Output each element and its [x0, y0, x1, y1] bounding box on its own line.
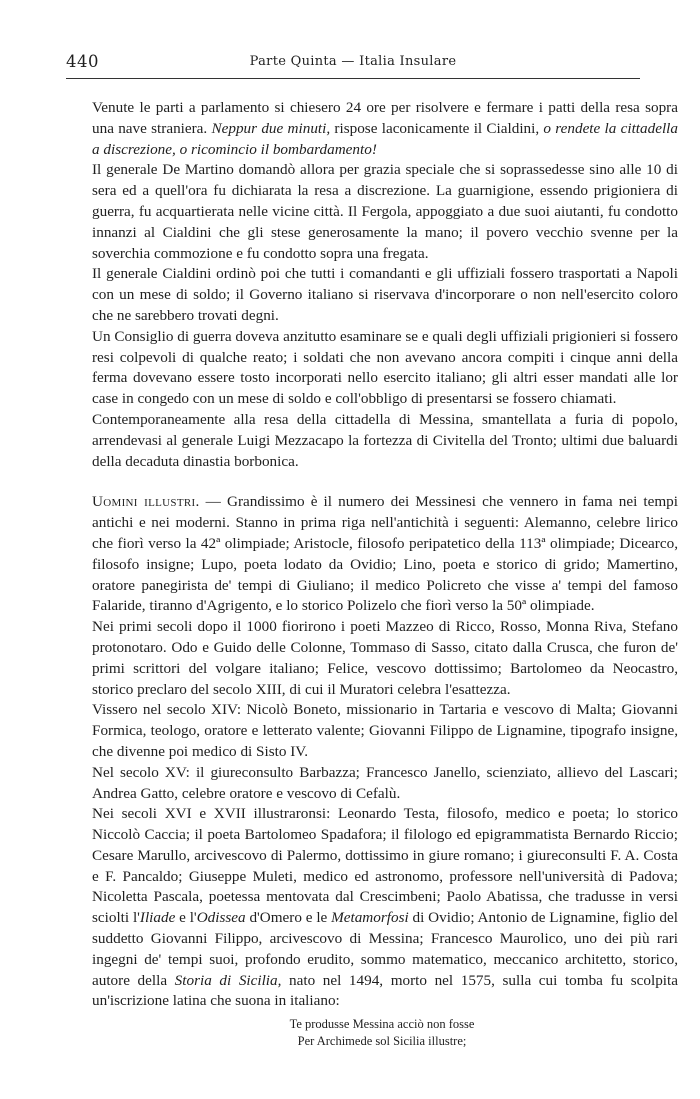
italic-text: Odissea: [196, 909, 246, 927]
section-gap: [92, 472, 678, 492]
italic-text: Neppur due minuti,: [211, 119, 331, 137]
text-run: Nei secoli XVI e XVII illustraronsi: Leonardo Testa, filosofo, medico e poeta; lo storico Niccolò Caccia; il poeta Bartolomeo Spadafora; il filologo ed epigrammatista Bernardo Riccio; Cesare Marullo, arcivescovo di Palermo, dottissimo in giure romano; i giureconsulti F. A. Costa e F. Pancaldo; Giuseppe Muleti, medico ed astronomo, professore nell'università di Padova; Nicoletta Pascala, poetessa mentovata dal Crescimbeni; Paolo Abatissa, che tradusse in versi sciolti l': [92, 805, 678, 927]
text-run: Il generale De Martino domandò allora per grazia speciale che si soprassedesse sino alle 10 di sera ed a quell'ora fu dichiarata la resa a discrezione. La guarnigione, essendo prigioniera di guerra, fu acquartierata nelle vicine città. Il Fergola, appoggiato a due suoi aiutanti, fu condotto innanzi al Cialdini che gli stese generosamente la mano; il povero vecchio svenne per la soverchia commozione e fu condotto sopra una fregata.: [92, 161, 678, 262]
text-run: Il generale Cialdini ordinò poi che tutti i comandanti e gli uffiziali fossero trasportati a Napoli con un mese di soldo; il Governo italiano si riservava d'incorporare o non nell'esercito coloro che ne sarebbero trovati degni.: [92, 265, 678, 324]
paragraph: [92, 98, 678, 160]
paragraph: [92, 617, 678, 700]
text-run: Un Consiglio di guerra doveva anzitutto esaminare se e quali degli uffiziali prigionieri si fossero resi colpevoli di qualche reato; i soldati che non avevano ancora compiti i cinque anni della ferma dovevano essere tosto incorporati nello esercito italiano; gli altri esser mandati alle lor case in congedo con un mese di soldo e coll'obbligo di presentarsi se fossero chiamati.: [92, 327, 678, 408]
paragraph: [92, 492, 678, 617]
italic-text: Metamorfosi: [331, 909, 409, 927]
verse-line: Te produsse Messina acciò non fosse: [289, 1017, 475, 1032]
paragraph: [92, 763, 678, 805]
text-run: rispose laconicamente il Cialdini,: [330, 119, 544, 137]
text-run: nato nel 1494, morto nel 1575, sulla cui tomba fu scolpita un'iscrizione latina che suona in italiano:: [92, 971, 678, 1010]
text-run: Nel secolo XV: il giureconsulto Barbazza; Francesco Janello, scienziato, allievo del Lascari; Andrea Gatto, celebre oratore e vescovo di Cefalù.: [92, 763, 678, 802]
paragraph: [92, 160, 678, 264]
section-heading: Uomini illustri.: [92, 493, 200, 511]
page-body: [92, 98, 678, 1050]
epitaph-verse: [92, 1016, 678, 1050]
text-run: Venute le parti a parlamento si chiesero 24 ore per risolvere e fermare i patti della resa sopra una nave straniera.: [92, 99, 678, 137]
running-header: [66, 50, 640, 79]
paragraph: [92, 804, 678, 1012]
text-run: Contemporaneamente alla resa della cittadella di Messina, smantellata a furia di popolo, arrendevasi al generale Luigi Mezzacapo la fortezza di Civitella del Tronto; ultimi due baluardi della decaduta dinastia borbonica.: [92, 410, 678, 470]
text-run: — Grandissimo è il numero dei Messinesi che vennero in fama nei tempi antichi e nei moderni. Stanno in prima riga nell'antichità i seguenti: Alemanno, celebre lirico che fiorì verso la 42ª olimpiade; Aristocle, filosofo peripatetico della 113ª olimpiade; Dicearco, filosofo insigne; Lupo, poeta lodato da Ovidio; Lino, poeta e storico di grido; Mamertino, oratore panegirista de' tempi di Giuliano; il medico Policreto che visse a' tempi del famoso Falaride, tiranno d'Agrigento, e lo storico Polizelo che fiorì verso la 50ª olimpiade.: [92, 493, 678, 615]
running-title: Parte Quinta — Italia Insulare: [249, 54, 457, 69]
text-run: Vissero nel secolo XIV: Nicolò Boneto, missionario in Tartaria e vescovo di Malta; Giovanni Formica, teologo, oratore e letterato valente; Giovanni Filippo de Lignamine, tipografo insigne, che divenne poi medico di Sisto IV.: [92, 701, 678, 760]
italic-text: Iliade: [139, 909, 176, 927]
paragraph: [92, 327, 678, 410]
page-number: 440: [66, 52, 99, 71]
text-run: e l': [175, 909, 197, 927]
text-run: Nei primi secoli dopo il 1000 fiorirono i poeti Mazzeo di Ricco, Rosso, Monna Riva, Stefano protonotaro. Odo e Guido delle Colonne, Tommaso di Sasso, citato dalla Crusca, che furon de' primi scrittori del volgare italiano; Felice, vescovo dottissimo; Bartolomeo da Neocastro, storico preclaro del secolo XIII, di cui il Muratori celebra l'esattezza.: [92, 618, 678, 698]
text-run: di Ovidio; Antonio de Lignamine, figlio del suddetto Giovanni Filippo, arcivescovo di Messina; Francesco Maurolico, uno dei più rari ingegni de' tempi suoi, profondo erudito, sommo matematico, meccanico architetto, storico, autore della: [92, 909, 678, 989]
paragraph: [92, 700, 678, 762]
italic-text: Storia di Sicilia,: [174, 971, 282, 989]
paragraph: [92, 410, 678, 472]
verse-line: Per Archimede sol Sicilia illustre;: [297, 1034, 467, 1049]
text-run: d'Omero e le: [245, 909, 332, 927]
italic-text: o ricomincio il bombardamento!: [175, 140, 377, 158]
italic-text: o rendete la cittadella a discrezione,: [92, 119, 678, 158]
paragraph: [92, 264, 678, 326]
